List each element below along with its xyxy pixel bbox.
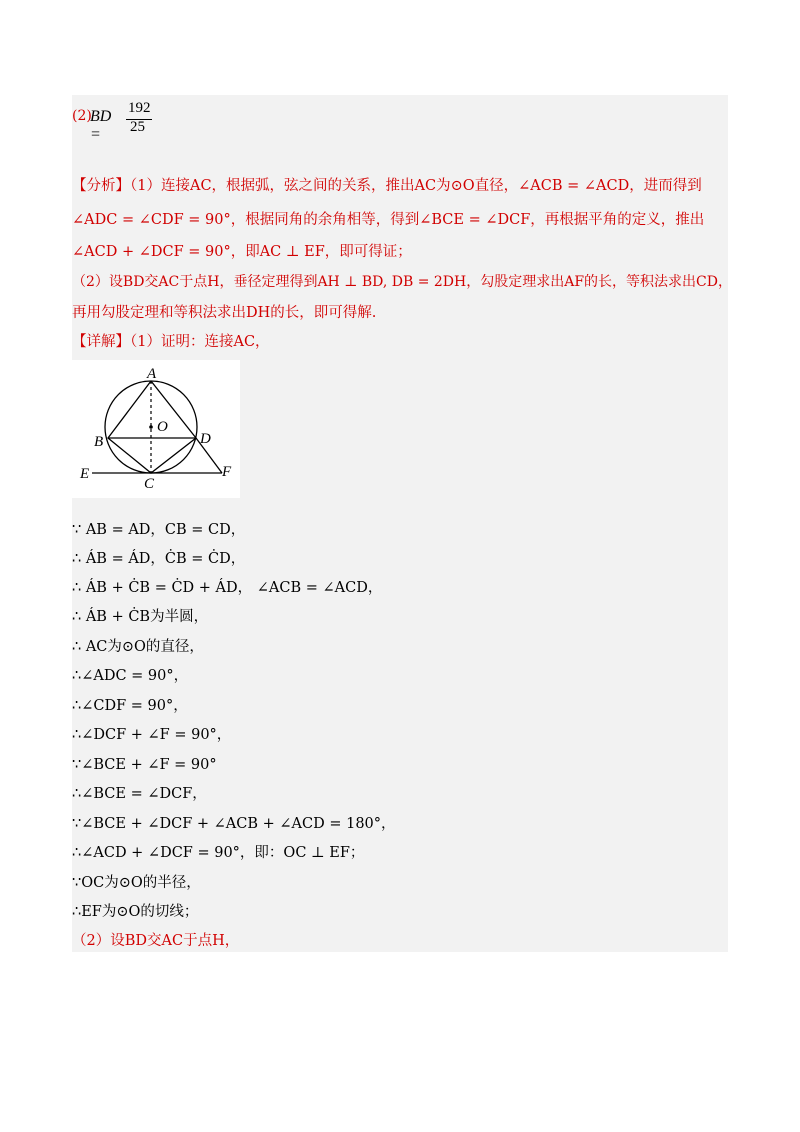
proof-line-12: ∴∠ACD + ∠DCF = 90°，即：OC ⊥ EF； — [72, 845, 365, 861]
proof-line-2: ∴ ÁB = ÁD，ĊB = ĊD， — [72, 551, 246, 567]
proof-line-1: ∵ AB = AD，CB = CD， — [72, 522, 246, 538]
proof-line-15: （2）设BD交AC于点H， — [72, 933, 240, 949]
label-C: C — [144, 476, 155, 492]
proof-line-11: ∵∠BCE + ∠DCF + ∠ACB + ∠ACD = 180°， — [72, 816, 396, 832]
proof-line-13: ∵OC为⊙O的半径， — [72, 875, 201, 891]
proof-line-9: ∵∠BCE + ∠F = 90° — [72, 757, 217, 773]
label-A: A — [147, 366, 157, 382]
answer-2-lhs: BD = — [90, 108, 112, 143]
label-O: O — [157, 419, 168, 435]
answer-2-prefix: (2) — [72, 108, 92, 124]
proof-line-6: ∴∠ADC = 90°， — [72, 668, 189, 684]
label-E: E — [80, 466, 90, 482]
proof-line-14: ∴EF为⊙O的切线； — [72, 904, 199, 920]
proof-line-10: ∴∠BCE = ∠DCF， — [72, 786, 207, 802]
label-B: B — [94, 434, 104, 450]
label-D: D — [200, 431, 211, 447]
analysis-line-2: ∠ADC = ∠CDF = 90°，根据同角的余角相等，得到∠BCE = ∠DCF，再根据平角的定义，推出 — [72, 212, 705, 228]
proof-line-3: ∴ ÁB + ĊB = ĊD + ÁD， ∠ACB = ∠ACD， — [72, 580, 383, 596]
label-F: F — [222, 464, 232, 480]
analysis-line-1: 【分析】（1）连接AC，根据弧，弦之间的关系，推出AC为⊙O直径，∠ACB = ∠ACD，进而得到 — [72, 178, 702, 194]
circle-diagram — [72, 360, 240, 498]
analysis-line-3: ∠ACD + ∠DCF = 90°，即AC ⊥ EF，即可得证； — [72, 244, 412, 260]
proof-line-7: ∴∠CDF = 90°， — [72, 698, 188, 714]
geometry-figure — [72, 360, 240, 498]
proof-line-5: ∴ AC为⊙O的直径， — [72, 639, 204, 655]
answer-2-denominator: 25 — [130, 119, 145, 135]
analysis-line-5: 再用勾股定理和等积法求出DH的长，即可得解. — [72, 305, 377, 321]
proof-line-4: ∴ ÁB + ĊB为半圆， — [72, 609, 209, 625]
answer-2-numerator: 192 — [128, 100, 151, 116]
proof-line-8: ∴∠DCF + ∠F = 90°， — [72, 727, 232, 743]
detail-heading: 【详解】（1）证明：连接AC， — [72, 334, 270, 350]
analysis-line-4: （2）设BD交AC于点H，垂径定理得到AH ⊥ BD, DB = 2DH，勾股定理求出AF的长，等积法求出CD， — [72, 274, 732, 290]
